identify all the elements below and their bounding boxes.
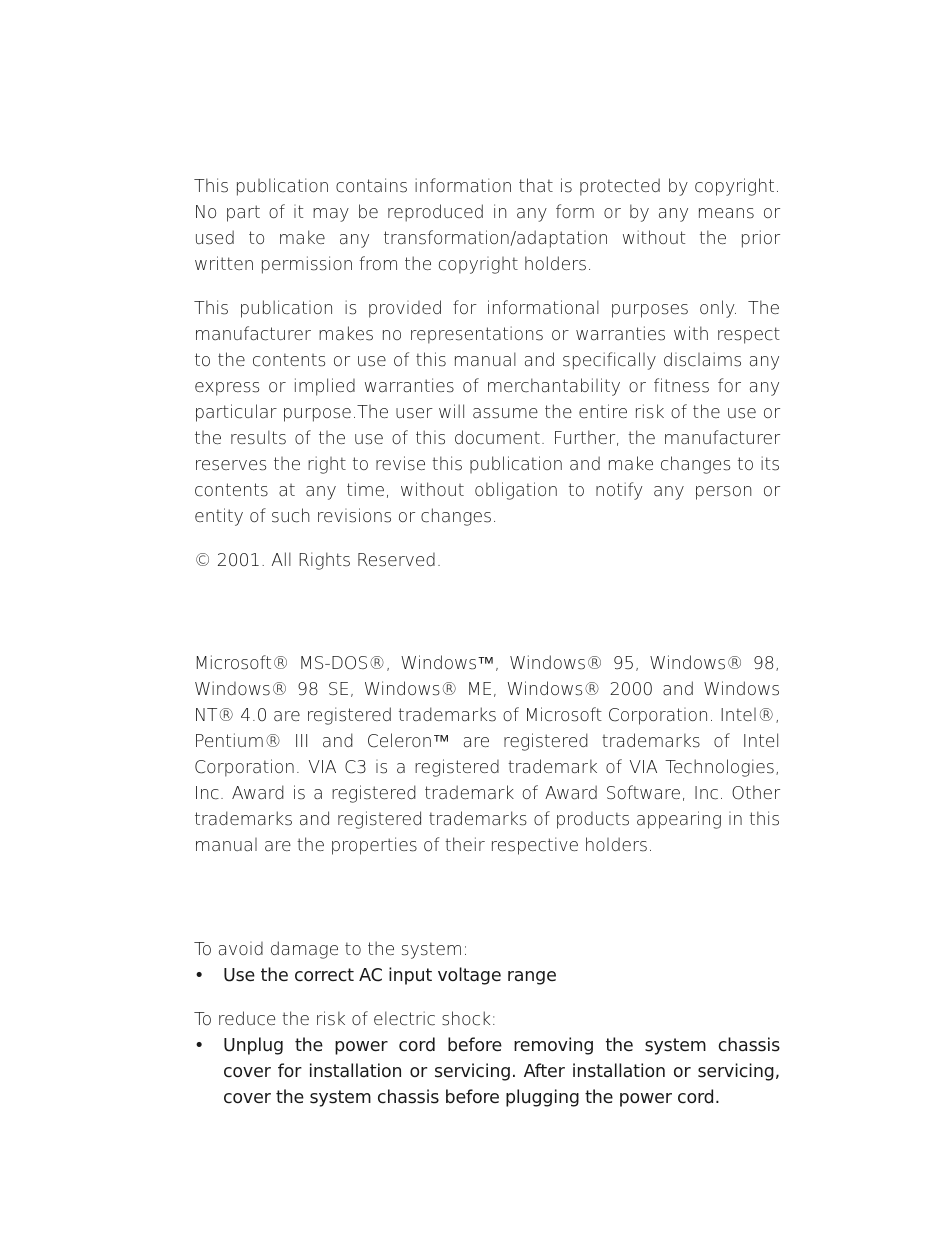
bullet-symbol: • [194,966,205,986]
trademarks-paragraph: Microsoft® MS-DOS®, Windows™, Windows® 95, Windows® 98, Windows® 98 SE, Windows® ME, Windows® 2000 and Windows NT® 4.0 are registered trademarks of Microsoft Corporation. Intel®, Pentium® III and Celeron™ are registered trademarks of Intel Corporation. VIA C3 is a registered trademark of VIA Technologies, Inc. Award is a registered trademark of Award Software, Inc. Other trademarks and registered trademarks of products appearing in this manual are the properties of their respective holders. [194,654,780,856]
damage-bullet-text: Use the correct AC input voltage range [223,966,557,986]
copyright-paragraph-2: This publication is provided for informational purposes only. The manufacturer makes no representations or warranties with respect to the contents or use of this manual and specifically disclaims any express or implied warranties of merchantability or fitness for any particular purpose.The user will assume the entire risk of the use or the results of the use of this document. Further, the manufacturer reserves the right to revise this publication and make changes to its contents at any time, without obligation to notify any person or entity of such revisions or changes. [194,299,780,527]
shock-warning-intro: To reduce the risk of electric shock: [194,1010,497,1030]
bullet-symbol: • [194,1036,205,1056]
shock-bullet-item [194,1033,780,1111]
document-page [194,174,780,1111]
damage-bullet-item [194,963,780,989]
all-rights-reserved: © 2001. All Rights Reserved. [194,551,442,571]
copyright-paragraph-1: This publication contains information that is protected by copyright. No part of it may be reproduced in any form or by any means or used to make any transformation/adaptation without the prior written permission from the copyright holders. [194,177,780,275]
damage-warning-intro: To avoid damage to the system: [194,940,469,960]
shock-bullet-text: Unplug the power cord before removing the system chassis cover for installation or servicing. After installation or servicing, cover the system chassis before plugging the power cord. [223,1036,780,1108]
